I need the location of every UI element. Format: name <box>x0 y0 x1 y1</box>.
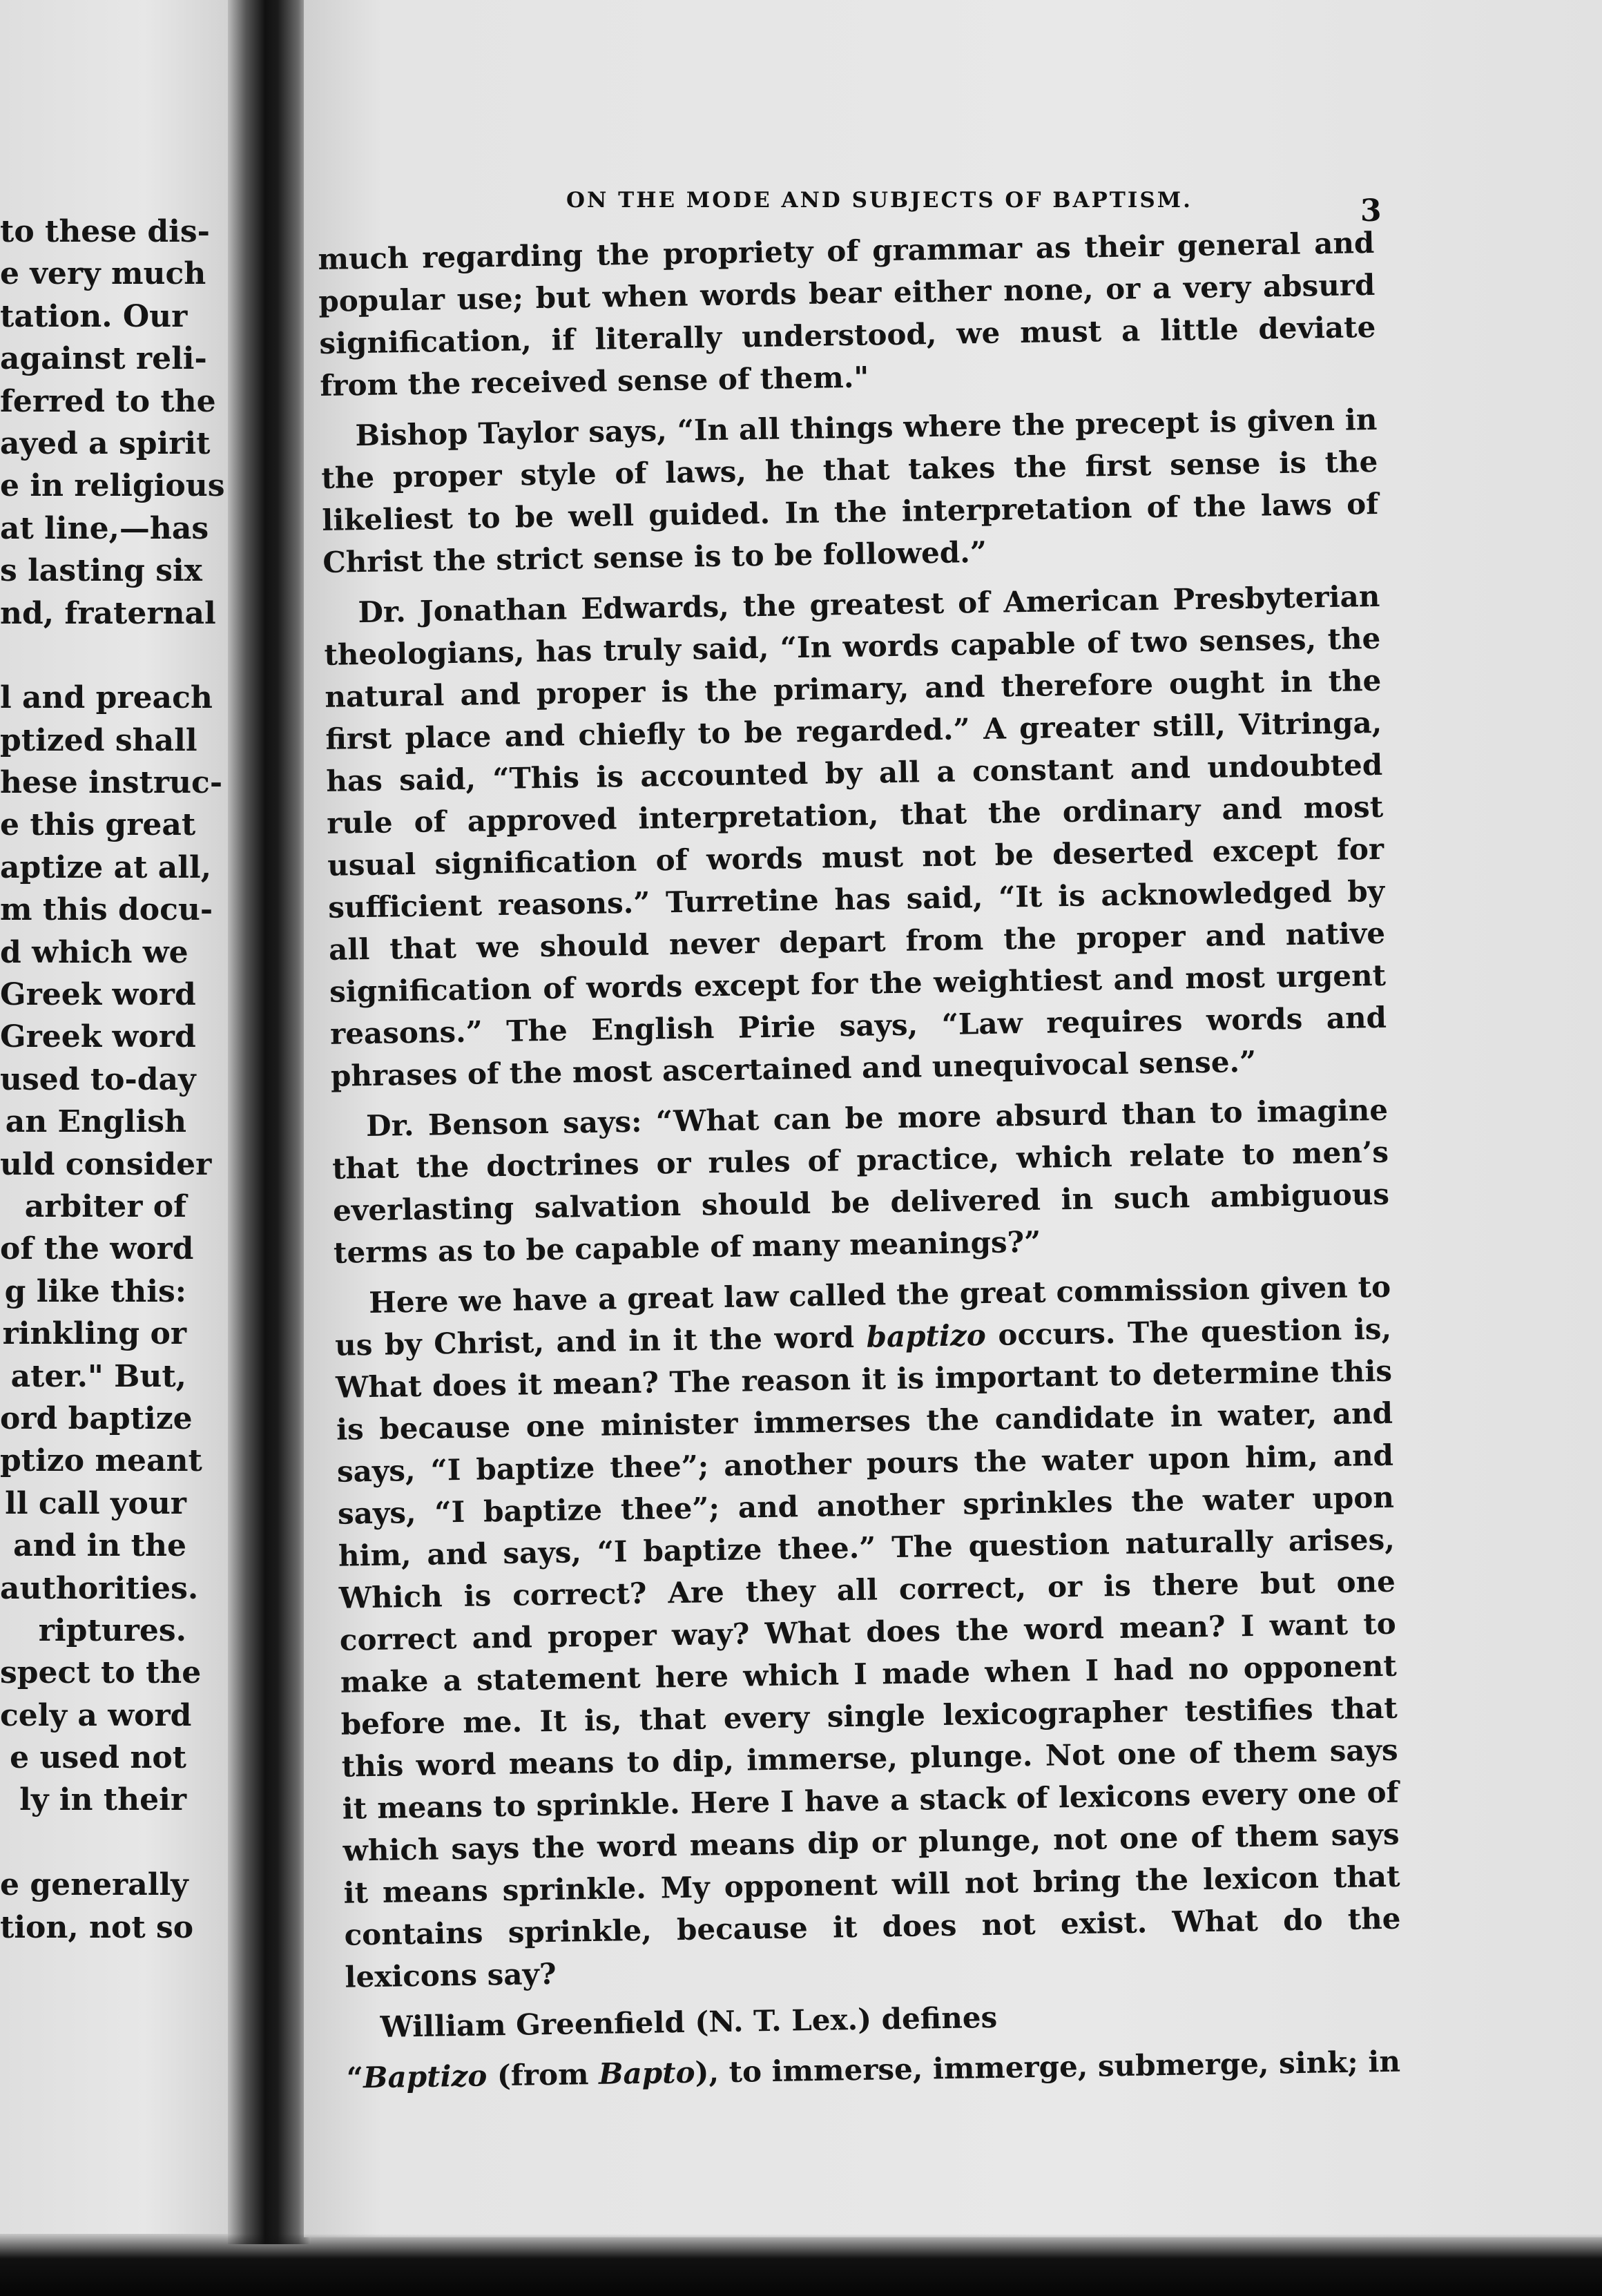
book-gutter-shadow <box>228 0 311 2244</box>
left-page-line: e used not <box>10 1740 186 1776</box>
left-page-line: ll call your <box>5 1485 186 1521</box>
left-page-line: ptizo meant <box>0 1443 202 1479</box>
left-page-line: d which we <box>0 934 189 970</box>
italic-term-baptizo: Baptizo <box>363 2058 488 2095</box>
left-page-line <box>0 1822 186 1864</box>
left-page <box>0 0 242 2234</box>
left-page-line: riptures. <box>38 1612 186 1648</box>
bottom-scan-shadow <box>0 2234 1602 2296</box>
paragraph-greenfield: William Greenfield (N. T. Lex.) defines <box>380 2000 998 2044</box>
left-page-text-fragments <box>0 211 225 1949</box>
left-page-line: used to-day <box>0 1061 196 1097</box>
left-page-line: ater." But, <box>10 1358 186 1394</box>
left-page-line: aptize at all, <box>0 849 212 885</box>
paragraph-benson: Dr. Benson says: “What can be more absurd than to imagine that the doctrines or rules of practice, which relate to men’s everlasting salvation should be delivered in such ambiguous terms as to be capable of many meanings?” <box>331 1092 1390 1270</box>
left-page-line: l and preach <box>0 680 213 716</box>
paragraph-definition <box>346 2041 1403 2099</box>
left-page-line: against reli- <box>0 341 207 377</box>
left-page-line: and in the <box>13 1528 186 1564</box>
left-page-line: nd, fraternal <box>0 595 216 631</box>
left-page-line: e in religious <box>0 468 225 504</box>
left-page-line: rinkling or <box>2 1316 186 1352</box>
left-page-line: to these dis- <box>0 214 210 249</box>
left-page-line: at line,—has <box>0 510 209 546</box>
left-page-line: of the word <box>0 1231 194 1267</box>
italic-term-baptizo: baptizo <box>866 1318 987 1354</box>
left-page-line: ly in their <box>19 1782 186 1818</box>
left-page-line: Greek word <box>0 1019 196 1055</box>
left-page-line: tion, not so <box>0 1909 194 1945</box>
left-page-line: m this docu- <box>0 892 213 928</box>
page-body <box>318 222 1403 2107</box>
left-page-line: e very much <box>0 256 206 292</box>
italic-term-bapto: Bapto <box>598 2055 695 2091</box>
running-title: ON THE MODE AND SUBJECTS OF BAPTISM. <box>566 188 1193 213</box>
left-page-line: spect to the <box>0 1655 202 1691</box>
left-page-line: s lasting six <box>0 553 202 589</box>
left-page-line: tation. Our <box>0 298 188 334</box>
left-page-line: authorities. <box>0 1570 199 1606</box>
left-page-line: cely a word <box>0 1697 192 1733</box>
left-page-line: ord baptize <box>0 1400 193 1436</box>
text-span: Here we have a great law called the great commission given to us by Christ, and in it the word <box>334 1269 1391 1362</box>
paragraph-bishop-taylor: Bishop Taylor says, “In all things where the precept is given in the proper style of laws, he that takes the first sense is the likeliest to be well guided. In the interpretation of the laws of Christ the strict sense is to be followed.” <box>321 402 1379 579</box>
left-page-line: an English <box>5 1104 186 1140</box>
left-page-line: e this great <box>0 807 196 843</box>
text-span: ), to immerse, immerge, submerge, sink; in <box>695 2044 1401 2090</box>
left-page-line: e generally <box>0 1867 189 1903</box>
paragraph-continuation: much regarding the propriety of grammar as their general and popular use; but when words bear either none, or a very absurd signification, if literally understood, we must a little deviate from the received sense of them." <box>318 225 1376 403</box>
paragraph-jonathan-edwards: Dr. Jonathan Edwards, the greatest of American Presbyterian theologians, has truly said, “In words capable of two senses, the natural and proper is the primary, and therefore ought in the first place and chiefly to be regarded.” A greater still, Vitringa, has said, “This is accounted by all a constant and undoubted rule of approved interpretation, that the ordinary and most usual signification of words must not be deserted except for sufficient reasons.” Turretine has said, “It is acknowledged by all that we should never depart from the proper and native signification of words except for the weightiest and most urgent reasons.” The English Pirie says, “Law requires words and phrases of the most ascertained and unequivocal sense.” <box>324 579 1387 1093</box>
open-quote: “ <box>346 2061 364 2095</box>
left-page-line: Greek word <box>0 977 196 1013</box>
left-page-line: hese instruc- <box>0 765 223 801</box>
left-page-line: g like this: <box>4 1273 186 1309</box>
left-page-line: ferred to the <box>0 383 216 419</box>
left-page-line: uld consider <box>0 1146 212 1182</box>
left-page-line: ptized shall <box>0 722 197 758</box>
text-span: occurs. The question is, What does it mean? The reason it is important to determine this is because one minister immerses the candidate in water, and says, “I baptize thee”; another pours the water upon him, and says, “I baptize thee”; and another sprinkles the water upon him, and says, “I baptize thee.” The question naturally arises, Which is correct? Are they all correct, or is there but one correct and proper way? What does the word mean? I want to make a statement here which I made when I had no opponent before me. It is, that every single lexicographer testifies that this word means to dip, immerse, plunge. Not one of them says it means to sprinkle. Here I have a stack of lexicons every one of which says the word means dip or plunge, not one of them says it means sprinkle. My opponent will not bring the lexicon that contains sprinkle, because it does not exist. What do the lexicons say? <box>335 1311 1401 1994</box>
text-span: (from <box>486 2056 599 2093</box>
left-page-line: ayed a spirit <box>0 425 211 461</box>
page-number: 3 <box>1360 193 1382 229</box>
left-page-line: arbiter of <box>24 1188 186 1224</box>
paragraph-great-commission <box>334 1266 1402 1998</box>
left-page-line <box>0 635 186 677</box>
